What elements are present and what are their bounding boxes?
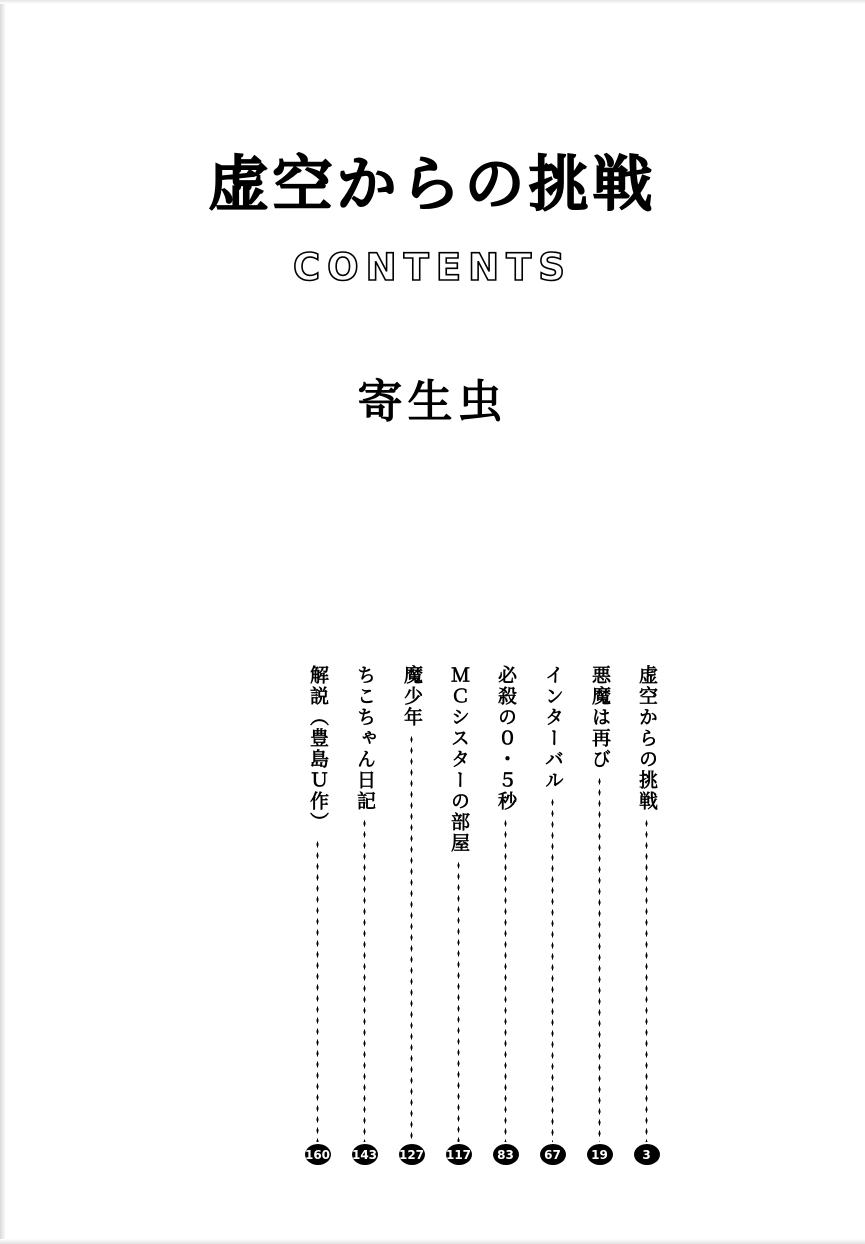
toc-leader-dots <box>363 818 366 1142</box>
toc-entry-title: インターバル <box>542 665 564 791</box>
toc-leader-dots <box>316 839 319 1142</box>
list-item[interactable] <box>623 665 670 1165</box>
toc-leader-dots <box>598 776 601 1142</box>
list-item[interactable] <box>388 665 435 1165</box>
toc-leader-dots <box>551 797 554 1142</box>
toc-entry-title: 魔少年 <box>401 665 423 728</box>
toc-page-number: 143 <box>352 1144 378 1165</box>
scan-edge-bottom <box>0 1239 865 1244</box>
list-item[interactable] <box>341 665 388 1165</box>
toc-page-number: 67 <box>540 1144 566 1165</box>
toc-page-number: 3 <box>634 1144 660 1165</box>
contents-heading: CONTENTS <box>293 246 572 289</box>
toc-entry-title: 悪魔は再び <box>589 665 611 770</box>
toc-leader-dots <box>457 860 460 1142</box>
toc-entry-title: 解説（豊島Ｕ作） <box>307 665 329 833</box>
list-item[interactable] <box>576 665 623 1165</box>
list-item[interactable] <box>529 665 576 1165</box>
toc-leader-dots <box>645 818 648 1142</box>
toc-entry-title: ちこちゃん日記 <box>354 665 376 812</box>
toc-page-number: 127 <box>399 1144 425 1165</box>
toc-page-number: 83 <box>493 1144 519 1165</box>
table-of-contents <box>270 665 670 1185</box>
list-item[interactable] <box>482 665 529 1165</box>
toc-page-number: 117 <box>446 1144 472 1165</box>
toc-leader-dots <box>504 818 507 1142</box>
list-item[interactable] <box>294 665 341 1165</box>
toc-leader-dots <box>410 734 413 1142</box>
subtitle: 寄生虫 <box>357 375 508 428</box>
toc-page-number: 160 <box>305 1144 331 1165</box>
scan-edge-top <box>0 0 865 4</box>
toc-entry-title: 必殺の０・５秒 <box>495 665 517 812</box>
toc-entry-title: 虚空からの挑戦 <box>636 665 658 812</box>
list-item[interactable] <box>435 665 482 1165</box>
page-title: 虚空からの挑戦 <box>208 150 657 220</box>
toc-entry-title: ＭＣシスターの部屋 <box>448 665 470 854</box>
toc-page-number: 19 <box>587 1144 613 1165</box>
